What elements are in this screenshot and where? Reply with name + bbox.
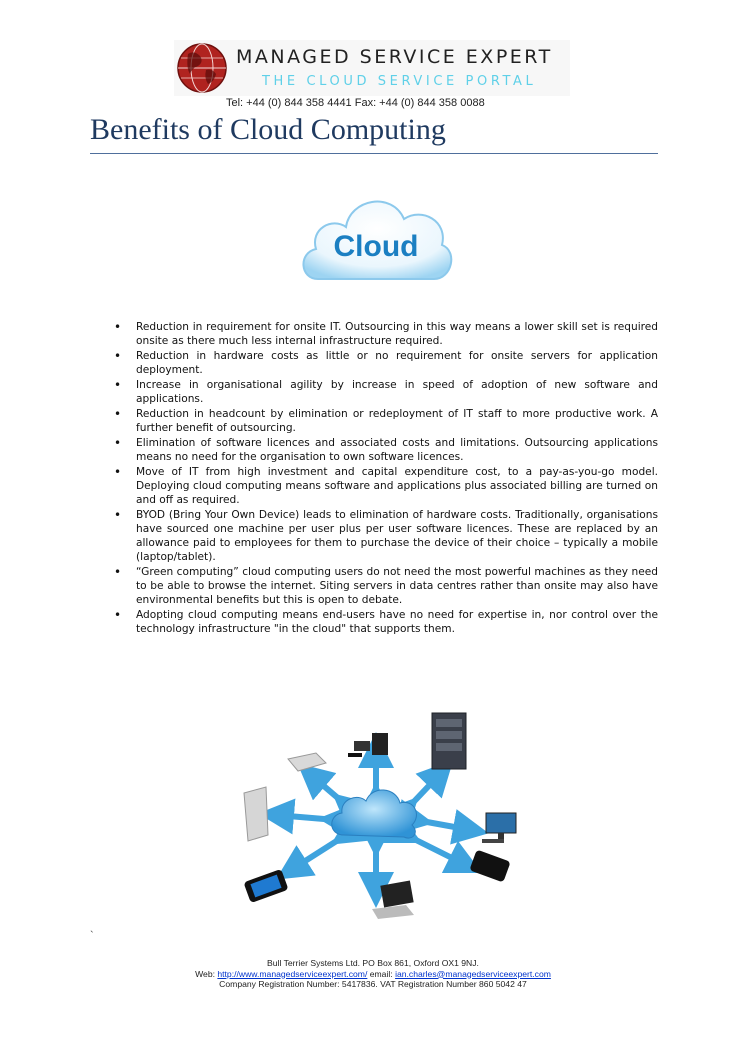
monitor-icon [482, 813, 516, 843]
list-item: • Move of IT from high investment and capital expenditure cost, to a pay-as-you-go model. Deploying cloud computing means software and applications plus associated billing are turned on and off as required. [136, 465, 658, 507]
footer-contacts [0, 969, 746, 980]
list-item: • Reduction in requirement for onsite IT. Outsourcing in this way means a lower skill set is required onsite as there much less internal infrastructure required. [136, 320, 658, 348]
cloud-illustration [296, 183, 456, 295]
web-label: Web: [195, 968, 218, 979]
router-icon [288, 753, 326, 771]
list-item: • Reduction in hardware costs as little or no requirement for onsite servers for application deployment. [136, 349, 658, 377]
list-item: • Elimination of software licences and associated costs and limitations. Outsourcing applications means no need for the organisation to own software licences. [136, 436, 658, 464]
list-item: • “Green computing” cloud computing users do not need the most powerful machines as they need to be able to browse the internet. Siting servers in data centres rather than onsite may also have environmental benefits but this is open to debate. [136, 565, 658, 607]
stray-mark: ` [90, 930, 94, 942]
contact-line: Tel: +44 (0) 844 358 4441 Fax: +44 (0) 844 358 0088 [226, 97, 485, 109]
globe-logo-icon [176, 42, 228, 94]
server-rack-icon [432, 713, 466, 769]
list-item: • Adopting cloud computing means end-users have no need for expertise in, nor control over the technology infrastructure "in the cloud" that supports them. [136, 608, 658, 636]
email-link[interactable]: ian.charles@managedserviceexpert.com [395, 968, 551, 979]
brand-title: MANAGED SERVICE EXPERT [236, 46, 553, 68]
page-footer [0, 958, 746, 990]
list-item: • BYOD (Bring Your Own Device) leads to elimination of hardware costs. Traditionally, organisations have sourced one machine per user plus per user software licences. These are replaced by an allowance paid to employees for them to purchase the device of their choice – typically a mobile (laptop/tablet). [136, 508, 658, 564]
page-header [0, 40, 746, 110]
list-item: • Increase in organisational agility by increase in speed of adoption of new software and applications. [136, 378, 658, 406]
list-item: • Reduction in headcount by elimination or redeployment of IT staff to more productive work. A further benefit of outsourcing. [136, 407, 658, 435]
brand-subtitle: THE CLOUD SERVICE PORTAL [262, 74, 537, 89]
benefits-list [136, 320, 658, 637]
website-link[interactable]: http://www.managedserviceexpert.com/ [217, 968, 368, 979]
tower-pc-icon [244, 787, 268, 841]
page-title: Benefits of Cloud Computing [90, 113, 446, 146]
network-cloud-icon [332, 790, 417, 838]
email-label: email: [367, 968, 396, 979]
cloud-word: Cloud [333, 230, 419, 263]
footer-registration: Company Registration Number: 5417836. VAT Registration Number 860 5042 47 [219, 979, 527, 989]
smartphone-icon [469, 850, 510, 883]
mobile-phone-icon [243, 869, 288, 903]
cloud-network-diagram [236, 705, 526, 930]
title-divider [90, 153, 658, 154]
footer-address: Bull Terrier Systems Ltd. PO Box 861, Oxford OX1 9NJ. [267, 958, 479, 968]
desktop-pc-icon [348, 733, 388, 757]
